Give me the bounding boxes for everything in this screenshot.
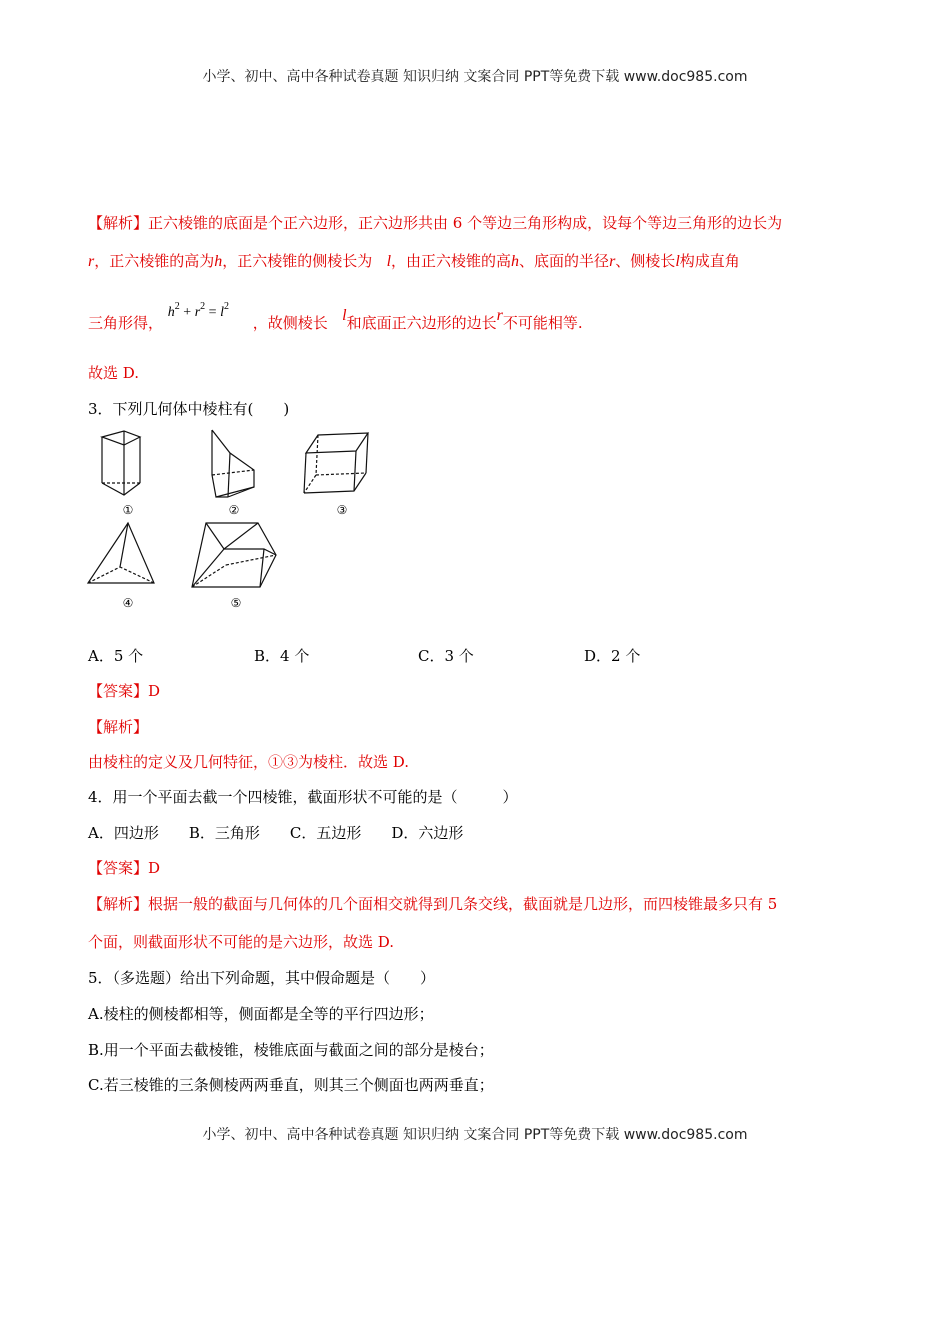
figure-1-triangular-prism [102,431,140,495]
q3-option-c: C．3 个 [418,647,474,665]
figure-label-4: ④ [122,596,134,610]
analysis-tag: 【解析】 [88,214,149,232]
q5-stem: 5．（多选题）给出下列命题，其中假命题是（ ） [88,969,436,987]
q3-figures [86,425,386,620]
q3-analysis: 由棱柱的定义及几何特征，①③为棱柱．故选 D. [88,753,410,771]
page-footer: 小学、初中、高中各种试卷真题 知识归纳 文案合同 PPT等免费下载 www.doc985.com [202,1127,748,1143]
q4-stem: 4．用一个平面去截一个四棱锥，截面形状不可能的是（ ） [88,788,518,806]
q5-option-b: B.用一个平面去截棱锥，棱锥底面与截面之间的部分是棱台； [88,1041,494,1059]
q3-analysis-tag: 【解析】 [88,718,149,736]
figure-label-5: ⑤ [230,596,242,610]
figure-label-1: ① [122,503,134,517]
q5-option-c: C.若三棱锥的三条侧棱两两垂直，则其三个侧面也两两垂直； [88,1076,494,1094]
q4-analysis-line1: 【解析】根据一般的截面与几何体的几个面相交就得到几条交线，截面就是几边形，而四棱锥最多只有 5 [88,895,778,913]
q2-conclusion: 故选 D. [88,364,140,382]
q2-analysis-line2: r，正六棱锥的高为h，正六棱锥的侧棱长为 l，由正六棱锥的高h、底面的半径r、侧棱长l构成直角 [88,252,740,270]
q5-option-a: A.棱柱的侧棱都相等，侧面都是全等的平行四边形； [88,1005,434,1023]
q4-analysis-line2: 个面，则截面形状不可能的是六边形，故选 D. [88,933,395,951]
figure-2-solid [212,430,254,497]
q4-options: A．四边形 B．三角形 C．五边形 D．六边形 [88,824,464,842]
q3-option-d: D．2 个 [584,647,641,665]
q3-option-a: A．5 个 [88,647,144,665]
figure-4-tetrahedron [88,523,154,583]
q3-stem: 3．下列几何体中棱柱有( ) [88,400,290,418]
figure-5-frustum [192,523,276,587]
q3-option-b: B．4 个 [254,647,310,665]
equation: $h^2 + r^2 = l^2$ [167,301,229,320]
figure-label-3: ③ [336,503,348,517]
q4-answer: 【答案】D [88,859,161,877]
figure-label-2: ② [228,503,240,517]
q2-analysis-line1: 【解析】正六棱锥的底面是个正六边形，正六边形共由 6 个等边三角形构成，设每个等边三角形的边长为 [88,214,783,232]
figure-3-parallelepiped [304,433,368,493]
q2-analysis-line3: 三角形得， $h^2 + r^2 = l^2$ ，故侧棱长 l和底面正六边形的边长r不可能相等. [88,301,583,332]
q3-answer: 【答案】D [88,682,161,700]
page-header: 小学、初中、高中各种试卷真题 知识归纳 文案合同 PPT等免费下载 www.doc985.com [202,69,748,85]
